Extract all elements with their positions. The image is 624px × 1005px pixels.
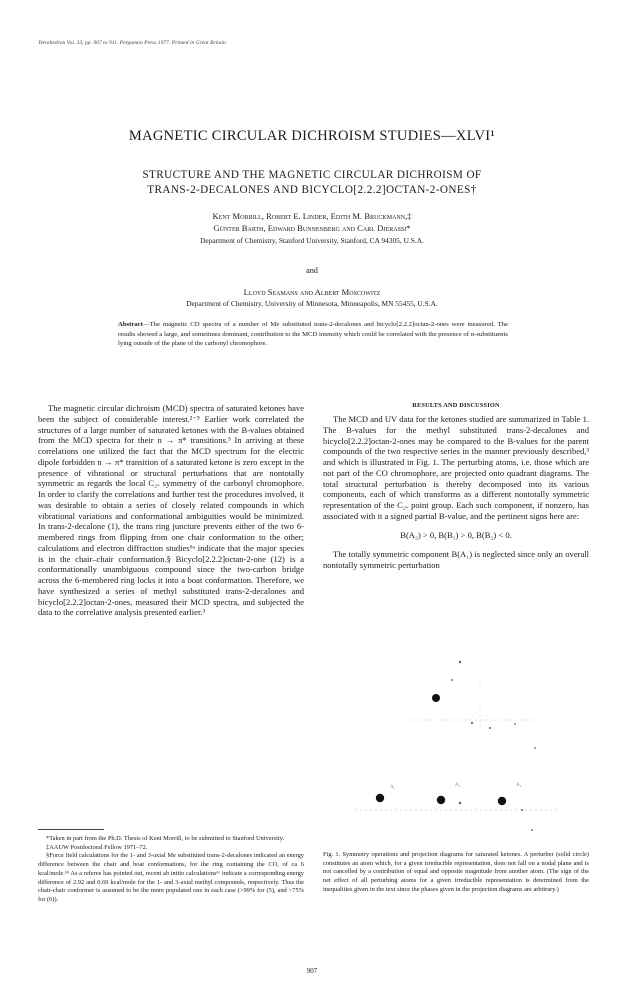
symmetry-figure xyxy=(340,640,580,840)
small-dot xyxy=(514,723,516,725)
small-dot xyxy=(531,829,533,831)
abstract-text: —The magnetic CD spectra of a number of Me substituted trans-2-decalones and bicyclo[2.2.2]octan-2-ones were measured. The results showed a large, and sometimes dominant, contribution to the MCD intensity which could be correlated with the presence of α-substituents lying outside of the plane of the carbonyl chromophore. xyxy=(118,321,508,348)
abstract-label: Abstract xyxy=(118,321,143,328)
results-paragraph-2: The totally symmetric component B(A₁) is neglected since only an overall nontotally symmetric perturbation xyxy=(323,549,589,570)
affiliation-stanford: Department of Chemistry, Stanford University, Stanford, CA 94305, U.S.A. xyxy=(200,236,424,245)
footnote-3: §Force field calculations for the 1- and 3-axial Me substituted trans-2-decalones indicated an energy difference between the chair and boat conformations, for the ring containing the CO, of ca 6 kcal/mole.⁶ᵇ As a referee has pointed out, recent ab initio calculations⁶ᶜ indicate a corresponding energy difference of 2.92 and 0.69 kcal/mole for the 1- and 3-axial methyl compounds, respectively. Thus the chair-chair conformer is assumed to be the more populated one in each case (>99% for (5), and >75% for (6)). xyxy=(38,852,304,903)
and-separator: and xyxy=(306,266,318,275)
label-bottom-right: A₂ xyxy=(516,783,522,788)
author-list-1 xyxy=(80,210,544,234)
right-column xyxy=(323,414,589,571)
affiliation-minnesota: Department of Chemistry, University of Minnesota, Minneapolis, MN 55455, U.S.A. xyxy=(186,299,438,308)
subtitle-line-1: STRUCTURE AND THE MAGNETIC CIRCULAR DICHROISM OF xyxy=(142,169,482,181)
paper-title: MAGNETIC CIRCULAR DICHROISM STUDIES—XLVI¹ xyxy=(128,128,496,144)
running-head: Tetrahedron Vol. 33, pp. 907 to 911. Pergamon Press 1977. Printed in Great Britain xyxy=(38,40,226,46)
footnote-rule xyxy=(38,829,104,830)
figure-caption: Fig. 1. Symmetry operations and projection diagrams for saturated ketones. A perturber (solid circle) constitutes an atom which, for a given irreducible representation, does not fall on a nodal plane and is not cancelled by a contribution of equal and opposite magnitude from another atom. (The sign of the net effect of all perturbing atoms for a given irreducible representation is determined from the inequalities given in the text since the phases given in the projection diagrams are arbitrary.) xyxy=(323,851,589,893)
perturber-dot xyxy=(432,694,440,702)
footnote-1: *Taken in part from the Ph.D. Thesis of Kent Morrill, to be submitted to Stanford University. xyxy=(46,835,285,842)
projection-diagram-bottom xyxy=(355,794,560,831)
footnote-2: ‡AAUW Postdoctoral Fellow 1971–72. xyxy=(46,843,148,851)
projection-diagram-top xyxy=(410,661,540,749)
label-top-right: A₂ xyxy=(455,783,461,788)
small-dot xyxy=(489,727,491,729)
intro-paragraph: The magnetic circular dichroism (MCD) spectra of saturated ketones have been the subject of considerable interest.²⁻⁵ Earlier work correlated the structures of a large number of saturated ketones with the B-values obtained from the MCD spectra for their n → π* transitions.³ In arriving at these correlations one utilized the fact that the MCD spectrum for the electric dipole forbidden n → π* transition of a saturated ketone is zero except in the presence of vibrational or structural perturbations that are nontotally symmetric as regards the local C₂ᵥ symmetry of the carbonyl chromophore. In order to clarify the correlations and further test the procedures involved, it was desirable to obtain a series of closely related compounds in which vibrational variations and conformational ambiguities would be minimized. In trans-2-decalone (1), the trans ring juncture prevents either of the two 6-membered rings from flipping from one chair conformation to the other; calculations and electron diffraction studies⁶ᵃ indicate that the major species is in the chair–chair conformation.§ Bicyclo[2.2.2]octan-2-one (12) is a conformationally unambiguous compound since the two-carbon bridge across the 6-membered ring locks it into a boat conformation. Therefore, we have synthesized a series of methyl substituted trans-2-decalones and bicyclo[2.2.2]octan-2-ones, measured their MCD spectra, and subjected the data to the correlative analysis presented earlier.³ xyxy=(38,403,304,618)
small-dot xyxy=(459,802,461,804)
section-heading: RESULTS AND DISCUSSION xyxy=(412,402,500,409)
perturber-dot xyxy=(437,796,445,804)
sign-inequalities: B(A₂) > 0, B(B₁) > 0, B(B₂) < 0. xyxy=(400,529,512,540)
perturber-dot xyxy=(498,797,506,805)
left-column xyxy=(38,403,304,618)
authors-line-3: Lloyd Seamans and Albert Moscowitz xyxy=(243,287,381,297)
small-dot xyxy=(521,809,523,811)
small-dot xyxy=(471,722,473,724)
page-number: 907 xyxy=(306,967,318,975)
results-paragraph-1: The MCD and UV data for the ketones studied are summarized in Table 1. The B-values for the methyl substituted trans-2-decalones and bicyclo[2.2.2]octan-2-ones may be compared to the B-values for the parent compounds of the two respective series in the manner previously described,³ and which is illustrated in Fig. 1. The perturbing atoms, i.e. those which are not part of the CO chromophore, are projected onto quadrant diagrams. The total structural perturbation is thereby decomposed into its various components, each of which transforms as a different nontotally symmetric representation of the C₂ᵥ point group. Each such component, if nonzero, has associated with it a signed partial B-value, and the pertinent signs here are: xyxy=(323,414,589,521)
small-dot xyxy=(459,661,461,663)
label-top-left: A₁ xyxy=(390,785,396,790)
paper-subtitle xyxy=(90,168,534,198)
small-dot xyxy=(451,679,453,681)
authors-line-1: Kent Morrill, Robert E. Linder, Edith M. Bruckmann,‡ xyxy=(212,211,412,221)
perturber-dot xyxy=(376,794,384,802)
abstract xyxy=(118,320,508,349)
footnotes xyxy=(38,835,304,905)
authors-line-2: Günter Barth, Edward Bunnenberg and Carl Djerassi* xyxy=(213,223,411,233)
subtitle-line-2: TRANS-2-DECALONES AND BICYCLO[2.2.2]OCTAN-2-ONES† xyxy=(147,184,477,196)
small-dot xyxy=(534,747,536,749)
